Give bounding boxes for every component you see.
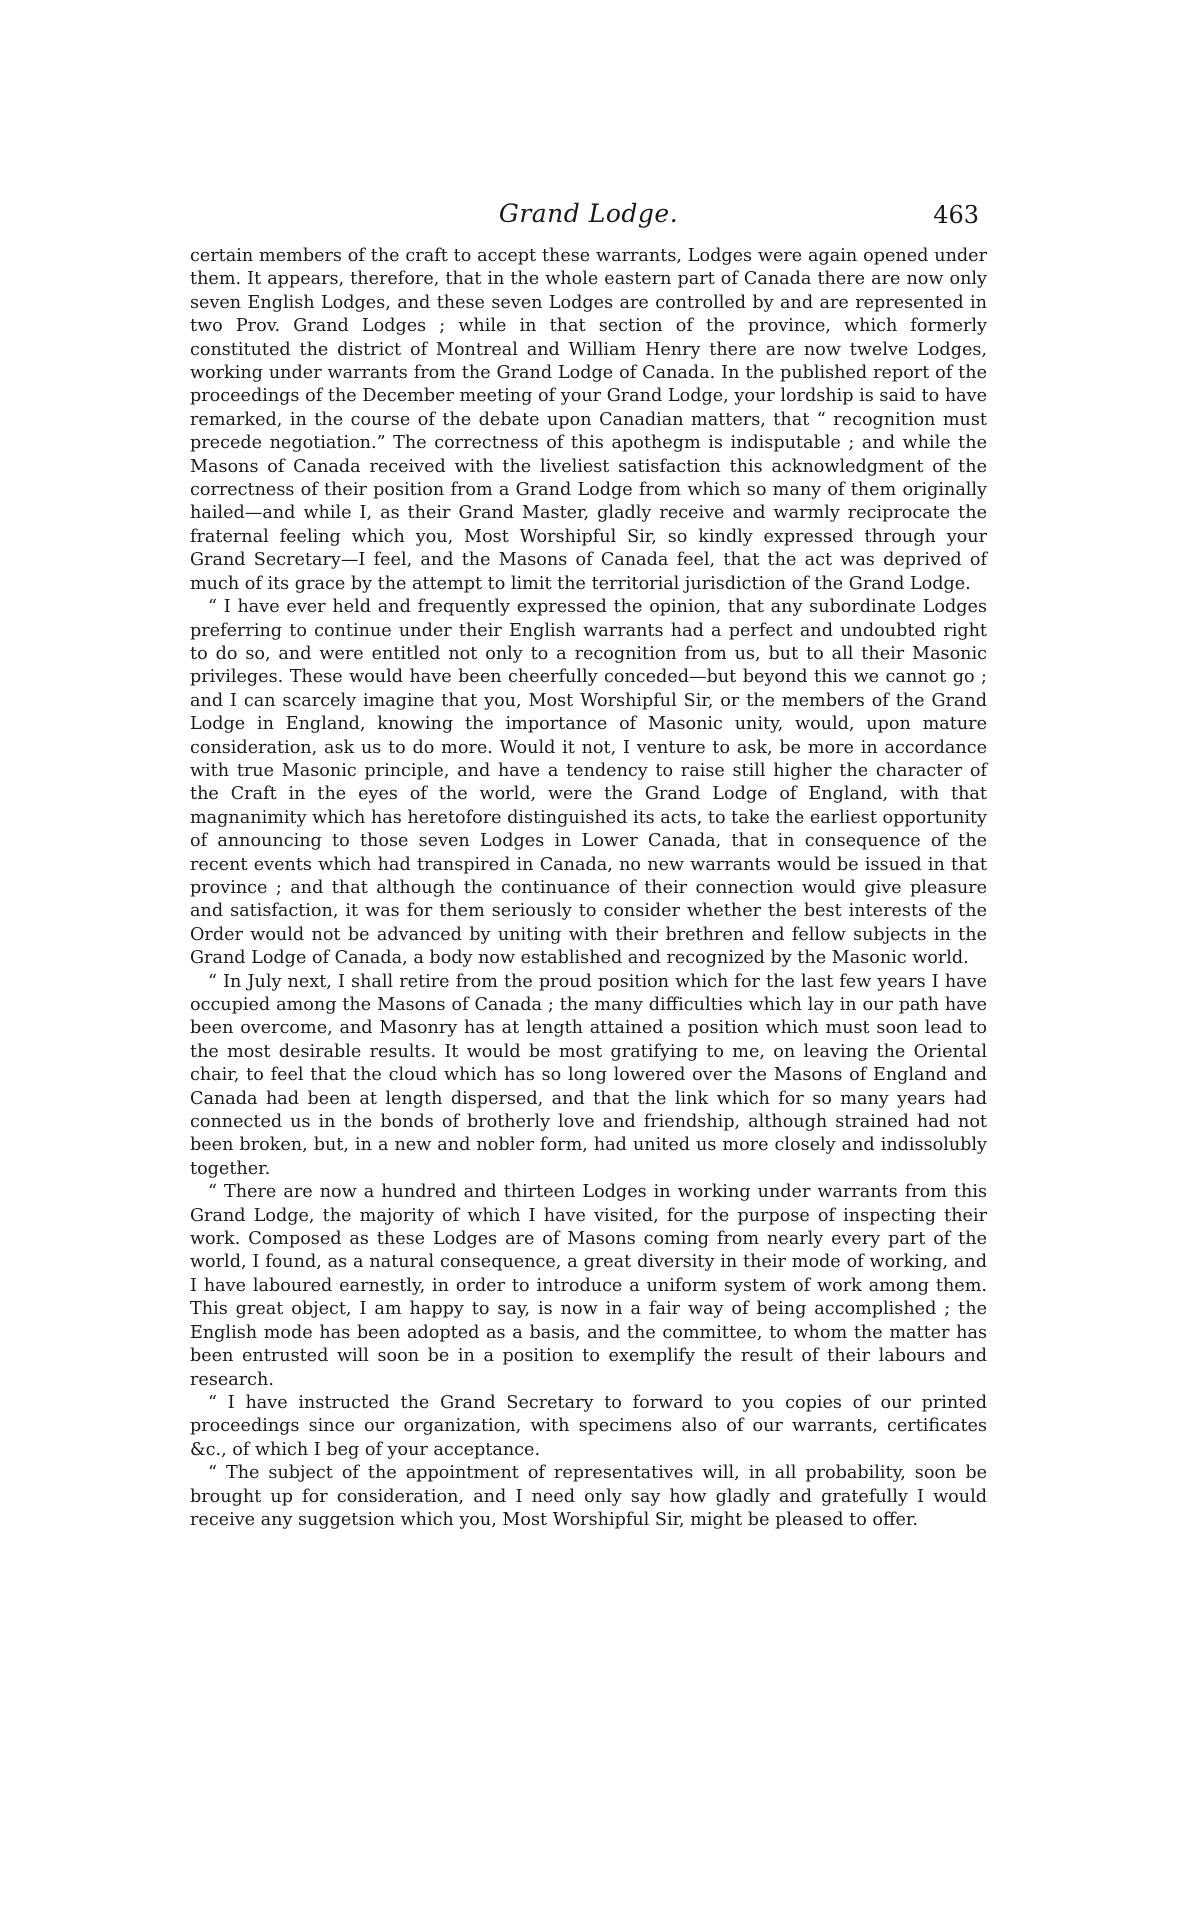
running-head <box>190 195 987 239</box>
paragraph-4: “ There are now a hundred and thirteen Lodges in working under warrants from this Grand Lodge, the majority of which I have visited, for the purpose of inspecting their work. Composed as these Lodges are of Masons coming from nearly every part of the world, I found, as a natural consequence, a great diversity in their mode of working, and I have laboured earnestly, in order to introduce a uniform system of work among them. This great object, I am happy to say, is now in a fair way of being accomplished ; the English mode has been adopted as a basis, and the committee, to whom the matter has been entrusted will soon be in a position to exemplify the result of their labours and research. <box>190 1182 987 1390</box>
paragraph-1: certain members of the craft to accept these warrants, Lodges were again opened under them. It appears, therefore, that in the whole eastern part of Canada there are now only seven English Lodges, and these seven Lodges are controlled by and are represented in two Prov. Grand Lodges ; while in that section of the province, which formerly constituted the district of Montreal and William Henry there are now twelve Lodges, working under warrants from the Grand Lodge of Canada. In the published report of the proceedings of the December meeting of your Grand Lodge, your lordship is said to have remarked, in the course of the debate upon Canadian matters, that “ recognition must precede negotiation.” The correctness of this apothegm is indisputable ; and while the Masons of Canada received with the liveliest satisfaction this acknowledgment of the correctness of their position from a Grand Lodge from which so many of them originally hailed—and while I, as their Grand Master, gladly receive and warmly reciprocate the fraternal feeling which you, Most Worshipful Sir, so kindly expressed through your Grand Secretary—I feel, and the Masons of Canada feel, that the act was deprived of much of its grace by the attempt to limit the territorial jurisdiction of the Grand Lodge. <box>190 246 987 594</box>
book-page <box>190 195 987 1532</box>
paragraph-2: “ I have ever held and frequently expressed the opinion, that any subordinate Lodges preferring to continue under their English warrants had a perfect and undoubted right to do so, and were entitled not only to a recognition from us, but to all their Masonic privileges. These would have been cheerfully conceded—but beyond this we cannot go ; and I can scarcely imagine that you, Most Worshipful Sir, or the members of the Grand Lodge in England, knowing the importance of Masonic unity, would, upon mature consideration, ask us to do more. Would it not, I venture to ask, be more in accordance with true Masonic principle, and have a tendency to raise still higher the character of the Craft in the eyes of the world, were the Grand Lodge of England, with that magnanimity which has heretofore distinguished its acts, to take the earliest opportunity of announcing to those seven Lodges in Lower Canada, that in consequence of the recent events which had transpired in Canada, no new warrants would be issued in that province ; and that although the continuance of their connection would give pleasure and satisfaction, it was for them seriously to consider whether the best interests of the Order would not be advanced by uniting with their brethren and fellow subjects in the Grand Lodge of Canada, a body now established and recognized by the Masonic world. <box>190 597 987 969</box>
paragraph-6: “ The subject of the appointment of representatives will, in all probability, soon be brought up for consideration, and I need only say how gladly and gratefully I would receive any suggetsion which you, Most Worshipful Sir, might be pleased to offer. <box>190 1463 987 1530</box>
page-number: 463 <box>933 201 979 229</box>
paragraph-5: “ I have instructed the Grand Secretary to forward to you copies of our printed proceedings since our organization, with specimens also of our warrants, certificates &c., of which I beg of your acceptance. <box>190 1392 987 1460</box>
body-text <box>190 245 987 1532</box>
paragraph-3: “ In July next, I shall retire from the proud position which for the last few years I have occupied among the Masons of Canada ; the many difficulties which lay in our path have been overcome, and Masonry has at length attained a position which must soon lead to the most desirable results. It would be most gratifying to me, on leaving the Oriental chair, to feel that the cloud which has so long lowered over the Masons of England and Canada had been at length dispersed, and that the link which for so many years had connected us in the bonds of brotherly love and friendship, although strained had not been broken, but, in a new and nobler form, had united us more closely and indissolubly together. <box>190 971 987 1179</box>
running-title: Grand Lodge. <box>498 199 679 228</box>
